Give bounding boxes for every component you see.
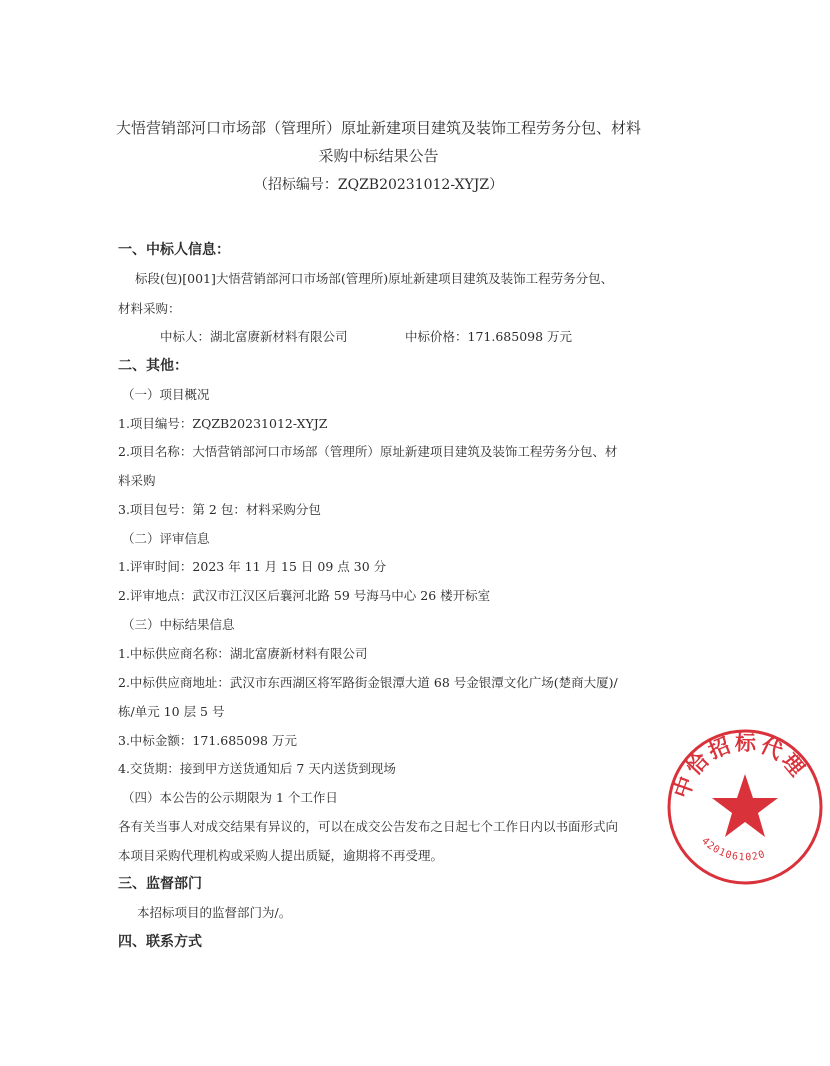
lot-description-line2: 材料采购： <box>118 301 181 316</box>
section2-heading: 二、其他： <box>118 358 188 374</box>
company-seal-stamp <box>660 722 830 892</box>
supervision-text: 本招标项目的监督部门为/。 <box>137 905 292 920</box>
seal-name-text: 中恰招标代理 <box>668 729 812 802</box>
review-time: 1.评审时间：2023 年 11 月 15 日 09 点 30 分 <box>118 559 387 574</box>
lot-description-line1: 标段(包)[001]大悟营销部河口市场部(管理所)原址新建项目建筑及装饰工程劳务分包、 <box>135 271 614 286</box>
seal-star-icon <box>712 774 778 837</box>
winning-amount: 3.中标金额：171.685098 万元 <box>118 733 297 748</box>
review-place: 2.评审地点：武汉市江汉区后襄河北路 59 号海马中心 26 楼开标室 <box>118 588 491 603</box>
seal-code-text: 4201061020 <box>699 835 768 864</box>
document-title-line1: 大悟营销部河口市场部（管理所）原址新建项目建筑及装饰工程劳务分包、材料 <box>115 119 641 137</box>
subsection-review-info: （二）评审信息 <box>122 531 210 546</box>
document-title-line2: 采购中标结果公告 <box>318 147 439 165</box>
subsection-project-overview: （一）项目概况 <box>122 387 210 402</box>
lot-number: 3.项目包号：第 2 包：材料采购分包 <box>118 502 321 517</box>
objection-line1: 各有关当事人对成交结果有异议的，可以在成交公告发布之日起七个工作日内以书面形式向 <box>118 819 619 834</box>
winning-price: 中标价格：171.685098 万元 <box>405 329 573 344</box>
tender-number: （招标编号：ZQZB20231012-XYJZ） <box>253 177 504 193</box>
supplier-address-line1: 2.中标供应商地址：武汉市东西湖区将军路街金银潭大道 68 号金银潭文化广场(楚商大厦)/ <box>118 675 618 690</box>
delivery-period: 4.交货期：接到甲方送货通知后 7 天内送货到现场 <box>118 761 396 776</box>
subsection-result-info: （三）中标结果信息 <box>122 617 235 632</box>
supplier-address-line2: 栋/单元 10 层 5 号 <box>118 704 225 719</box>
project-name-line1: 2.项目名称：大悟营销部河口市场部（管理所）原址新建项目建筑及装饰工程劳务分包、材 <box>118 444 618 459</box>
objection-line2: 本项目采购代理机构或采购人提出质疑，逾期将不再受理。 <box>118 848 444 863</box>
project-number: 1.项目编号：ZQZB20231012-XYJZ <box>118 416 328 431</box>
subsection-publicity-period: （四）本公告的公示期限为 1 个工作日 <box>122 790 338 805</box>
section3-heading: 三、监督部门 <box>118 876 202 892</box>
supplier-name: 1.中标供应商名称：湖北富赓新材料有限公司 <box>118 646 368 661</box>
section4-heading: 四、联系方式 <box>118 934 202 950</box>
winner-name: 中标人：湖北富赓新材料有限公司 <box>160 329 348 344</box>
project-name-line2: 料采购 <box>118 473 156 488</box>
section1-heading: 一、中标人信息： <box>118 242 230 258</box>
